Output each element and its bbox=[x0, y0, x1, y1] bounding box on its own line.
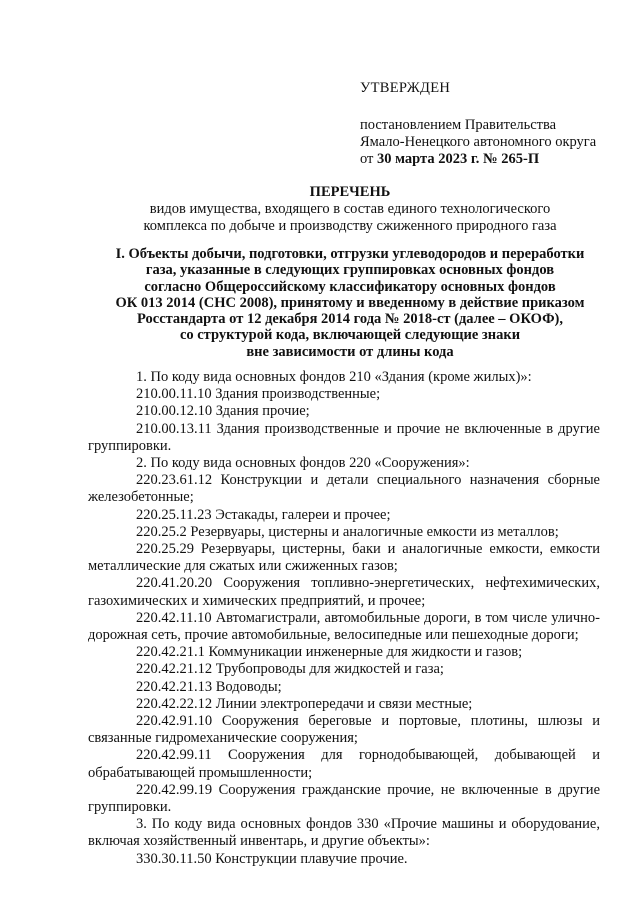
section-line: ОК 013 2014 (СНС 2008), принятому и введенному в действие приказом bbox=[115, 294, 585, 311]
title-subtitle-1: видов имущества, входящего в состав единого технологического bbox=[149, 201, 551, 217]
list-item: 220.42.21.13 Водоводы; bbox=[136, 678, 282, 695]
list-item: 2. По коду вида основных фондов 220 «Сооружения»: bbox=[136, 455, 470, 472]
approval-date-prefix: от bbox=[360, 151, 378, 167]
approval-line-2: Ямало-Ненецкого автономного округа bbox=[360, 134, 597, 150]
list-item: 220.25.11.23 Эстакады, галереи и прочее; bbox=[136, 506, 391, 523]
approval-heading: УТВЕРЖДЕН bbox=[360, 80, 451, 96]
section-line: со структурой кода, включающей следующие знаки bbox=[179, 327, 521, 344]
list-item: 220.25.2 Резервуары, цистерны и аналогичные емкости из металлов; bbox=[136, 523, 559, 540]
list-item: 220.42.99.19 Сооружения гражданские прочие, не включенные в другие группировки. bbox=[88, 781, 600, 816]
list-item: 220.42.91.10 Сооружения береговые и портовые, плотины, шлюзы и связанные гидромеханические сооружения; bbox=[88, 713, 600, 747]
list-item: 220.42.11.10 Автомагистрали, автомобильные дороги, в том числе улично-дорожная сеть, прочие автомобильные, велосипедные или пешеходные дороги; bbox=[88, 609, 600, 644]
title-subtitle-2: комплекса по добыче и производству сжиженного природного газа bbox=[143, 218, 557, 234]
list-item: 220.42.21.12 Трубопроводы для жидкостей и газа; bbox=[136, 661, 444, 678]
list-item: 330.30.11.50 Конструкции плавучие прочие. bbox=[136, 850, 408, 867]
list-item: 210.00.11.10 Здания производственные; bbox=[136, 386, 381, 403]
list-item: 210.00.13.11 Здания производственные и прочие не включенные в другие группировки. bbox=[88, 420, 600, 454]
section-line: I. Объекты добычи, подготовки, отгрузки углеводородов и переработки bbox=[115, 246, 585, 262]
approval-block bbox=[360, 80, 596, 168]
approval-date bbox=[360, 151, 596, 168]
title-heading: ПЕРЕЧЕНЬ bbox=[309, 184, 391, 200]
list-item: 220.42.21.1 Коммуникации инженерные для жидкости и газов; bbox=[136, 644, 523, 661]
list-item: 220.25.29 Резервуары, цистерны, баки и аналогичные емкости, емкости металлические для сжатых или сжиженных газов; bbox=[88, 541, 600, 575]
section-line: вне зависимости от длины кода bbox=[246, 343, 454, 360]
section-line: Росстандарта от 12 декабря 2014 года № 2018-ст (далее – ОКОФ), bbox=[137, 311, 563, 328]
list-item: 220.42.99.11 Сооружения для горнодобывающей, добывающей и обрабатывающей промышленности; bbox=[88, 747, 600, 781]
section-heading bbox=[60, 246, 640, 360]
list-item: 1. По коду вида основных фондов 210 «Здания (кроме жилых)»: bbox=[136, 369, 532, 385]
list-item: 3. По коду вида основных фондов 330 «Прочие машины и оборудование, включая хозяйственный инвентарь, и другие объекты»: bbox=[88, 816, 600, 850]
section-line: газа, указанные в следующих группировках основных фондов bbox=[145, 262, 555, 279]
section-line: согласно Общероссийскому классификатору основных фондов bbox=[144, 278, 556, 295]
document-title bbox=[0, 184, 640, 235]
approval-date-value: 30 марта 2023 г. № 265-П bbox=[377, 151, 540, 167]
list-item: 220.42.22.12 Линии электропередачи и связи местные; bbox=[136, 695, 473, 712]
approval-line-1: постановлением Правительства bbox=[360, 117, 557, 133]
list-item: 220.23.61.12 Конструкции и детали специального назначения сборные железобетонные; bbox=[88, 472, 600, 506]
list-item: 220.41.20.20 Сооружения топливно-энергетических, нефтехимических, газохимических и химических предприятий, и прочее; bbox=[88, 575, 600, 609]
item-list bbox=[88, 369, 600, 868]
list-item: 210.00.12.10 Здания прочие; bbox=[136, 403, 310, 420]
